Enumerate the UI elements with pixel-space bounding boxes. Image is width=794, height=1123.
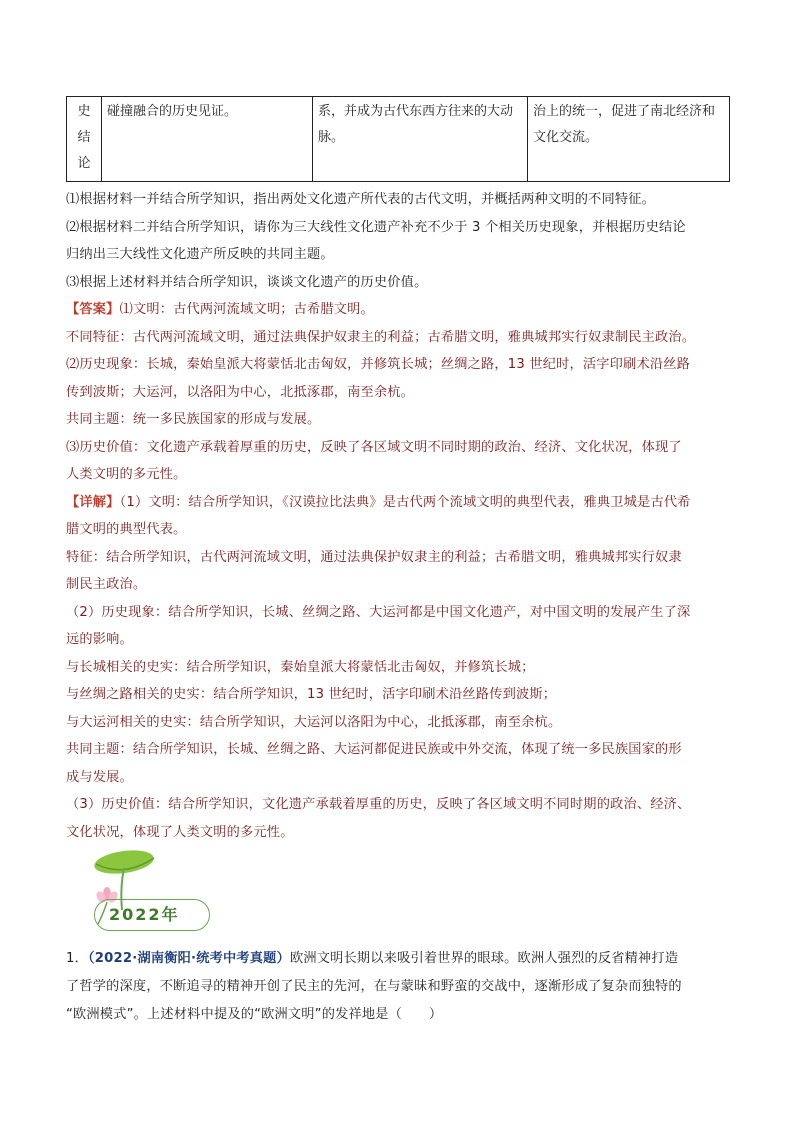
answer-line: 传到波斯；大运河，以洛阳为中心，北抵涿郡，南至余杭。 — [66, 384, 415, 400]
answer-line: ⑴文明：古代两河流域文明；古希腊文明。 — [119, 302, 374, 317]
question-line: 了哲学的深度，不断追寻的精神开创了民主的先河，在与蒙昧和野蛮的交战中，逐渐形成了复杂而独特的 — [66, 979, 682, 994]
answer-section — [66, 296, 730, 489]
question-number: 1． — [66, 951, 88, 966]
row-header-char: 史 — [77, 104, 91, 119]
question-line: ⑶根据上述材料并结合所学知识，谈谈文化遗产的历史价值。 — [66, 274, 428, 290]
answer-tag: 【答案】 — [66, 302, 120, 317]
table-cell: 碰撞融合的历史见证。 — [102, 97, 313, 182]
question-1 — [66, 945, 730, 1029]
answer-line: 人类文明的多元性。 — [66, 467, 187, 482]
document-page — [66, 96, 730, 846]
detail-tag: 【详解】 — [66, 494, 120, 510]
row-header-history-conclusion — [67, 97, 102, 182]
question-line: 归纳出三大线性文化遗产所反映的共同主题。 — [66, 247, 334, 262]
detail-line: 与丝绸之路相关的史实：结合所学知识，13 世纪时，活字印刷术沿丝路传到波斯； — [66, 687, 557, 702]
detail-line: 制民主政治。 — [66, 577, 147, 592]
detail-line: 与长城相关的史实：结合所学知识，秦始皇派大将蒙恬北击匈奴，并修筑长城； — [66, 659, 535, 675]
answer-line: ⑵历史现象：长城，秦始皇派大将蒙恬北击匈奴，并修筑长城；丝绸之路，13 世纪时，活字印刷术沿丝路 — [66, 357, 691, 372]
row-header-char: 结 — [77, 130, 91, 145]
detail-line: 特征：结合所学知识，古代两河流域文明，通过法典保护奴隶主的利益；古希腊文明，雅典城邦实行奴隶 — [66, 549, 682, 565]
question-line: ⑴根据材料一并结合所学知识，指出两处文化遗产所代表的古代文明，并概括两种文明的不同特征。 — [66, 192, 656, 207]
detail-line: 共同主题：结合所学知识，长城、丝绸之路、大运河都促进民族或中外交流，体现了统一多民族国家的形 — [66, 742, 682, 757]
detail-line: 成与发展。 — [66, 769, 133, 785]
detail-line: 与大运河相关的史实：结合所学知识，大运河以洛阳为中心，北抵涿郡，南至余杭。 — [66, 714, 562, 730]
question-line: ⑵根据材料二并结合所学知识，请你为三大线性文化遗产补充不少于 3 个相关历史现象，并根据历史结论 — [66, 219, 686, 235]
table-cell: 系，并成为古代东西方往来的大动脉。 — [313, 97, 528, 182]
row-header-char: 论 — [77, 156, 91, 171]
answer-line: 不同特征：古代两河流域文明，通过法典保护奴隶主的利益；古希腊文明，雅典城邦实行奴隶制民主政治。 — [66, 329, 696, 345]
question-line: 欧洲文明长期以来吸引着世界的眼球。欧洲人强烈的反省精神打造 — [289, 951, 679, 966]
question-list — [66, 186, 730, 296]
history-table — [66, 96, 730, 182]
detail-line: （2）历史现象：结合所学知识，长城、丝绸之路、大运河都是中国文化遗产，对中国文明的发展产生了深 — [66, 604, 691, 620]
detail-line: 文化状况，体现了人类文明的多元性。 — [66, 824, 294, 840]
detail-line: （1）文明：结合所学知识，《汉谟拉比法典》是古代两个流域文明的典型代表，雅典卫城是古代希 — [119, 494, 691, 510]
detail-line: （3）历史价值：结合所学知识，文化遗产承载着厚重的历史，反映了各区域文明不同时期的政治、经济、 — [66, 797, 691, 812]
year-section-badge: 2022年 — [94, 899, 210, 931]
answer-line: 共同主题：统一多民族国家的形成与发展。 — [66, 412, 321, 427]
question-source: （2022·湖南衡阳·统考中考真题） — [87, 951, 290, 966]
detail-section — [66, 489, 730, 847]
question-line: “欧洲模式”。上述材料中提及的“欧洲文明”的发祥地是（ ） — [66, 1007, 443, 1022]
answer-line: ⑶历史价值：文化遗产承载着厚重的历史，反映了各区域文明不同时期的政治、经济、文化状况，体现了 — [66, 439, 682, 455]
table-row — [67, 97, 730, 182]
detail-line: 远的影响。 — [66, 632, 133, 647]
detail-line: 腊文明的典型代表。 — [66, 522, 187, 537]
table-cell: 治上的统一，促进了南北经济和文化交流。 — [528, 97, 730, 182]
